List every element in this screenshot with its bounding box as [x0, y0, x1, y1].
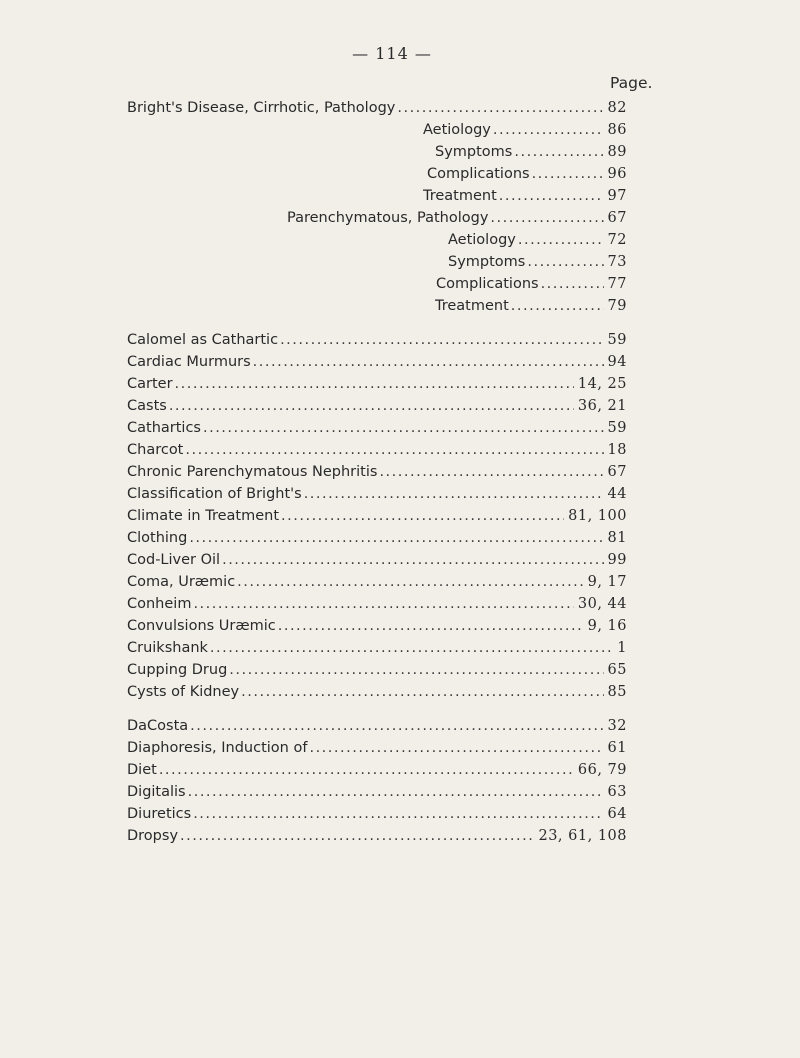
index-list — [0, 97, 800, 847]
index-term: Cod-Liver Oil — [127, 552, 221, 568]
index-pages: 61 — [607, 740, 627, 756]
index-entry — [448, 251, 627, 273]
index-pages: 67 — [607, 210, 627, 226]
index-entry — [423, 119, 627, 141]
index-entry — [435, 295, 627, 317]
index-pages: 94 — [607, 354, 627, 370]
leader-dots — [241, 681, 603, 703]
leader-dots — [253, 351, 604, 373]
leader-dots — [493, 119, 604, 141]
index-entry — [427, 163, 627, 185]
leader-dots — [511, 295, 604, 317]
leader-dots — [190, 715, 603, 737]
index-pages: 36, 21 — [577, 398, 627, 414]
index-pages: 30, 44 — [577, 596, 627, 612]
index-pages: 63 — [607, 784, 627, 800]
index-entry — [127, 825, 627, 847]
index-pages: 96 — [607, 166, 627, 182]
index-pages: 44 — [607, 486, 627, 502]
index-entry — [127, 803, 627, 825]
index-entry — [127, 737, 627, 759]
index-term: Cardiac Murmurs — [127, 354, 251, 370]
index-pages: 59 — [607, 420, 627, 436]
index-term: Carter — [127, 376, 173, 392]
page-column-heading: Page. — [610, 74, 653, 92]
index-term: DaCosta — [127, 718, 189, 734]
index-pages: 1 — [617, 640, 627, 656]
index-term: Treatment — [423, 188, 497, 204]
index-term: Convulsions Uræmic — [127, 618, 276, 634]
index-pages: 18 — [607, 442, 627, 458]
index-pages: 32 — [607, 718, 627, 734]
leader-dots — [169, 395, 574, 417]
index-entry — [127, 373, 627, 395]
index-term: Calomel as Cathartic — [127, 332, 279, 348]
leader-dots — [527, 251, 603, 273]
page-number: — 114 — — [352, 44, 432, 63]
index-entry — [448, 229, 627, 251]
index-pages: 89 — [607, 144, 627, 160]
index-pages: 73 — [607, 254, 627, 270]
index-pages: 9, 16 — [587, 618, 627, 634]
index-entry — [127, 461, 627, 483]
index-entry — [127, 351, 627, 373]
index-pages: 65 — [607, 662, 627, 678]
index-entry — [423, 185, 627, 207]
index-pages: 99 — [607, 552, 627, 568]
index-term: Conheim — [127, 596, 192, 612]
index-pages: 86 — [607, 122, 627, 138]
index-entry — [127, 781, 627, 803]
leader-dots — [281, 505, 564, 527]
leader-dots — [379, 461, 603, 483]
index-pages: 23, 61, 108 — [538, 828, 627, 844]
index-pages: 14, 25 — [577, 376, 627, 392]
index-term: Symptoms — [435, 144, 513, 160]
leader-dots — [280, 329, 603, 351]
leader-dots — [222, 549, 603, 571]
index-term: Aetiology — [448, 232, 516, 248]
leader-dots — [397, 97, 603, 119]
leader-dots — [499, 185, 604, 207]
index-entry — [127, 571, 627, 593]
index-pages: 81 — [607, 530, 627, 546]
index-pages: 9, 17 — [587, 574, 627, 590]
leader-dots — [237, 571, 583, 593]
index-term: Digitalis — [127, 784, 186, 800]
index-entry — [127, 615, 627, 637]
leader-dots — [210, 637, 613, 659]
leader-dots — [532, 163, 604, 185]
index-entry — [127, 549, 627, 571]
leader-dots — [175, 373, 574, 395]
index-pages: 82 — [607, 100, 627, 116]
index-pages: 79 — [607, 298, 627, 314]
index-entry — [127, 417, 627, 439]
index-entry — [127, 395, 627, 417]
leader-dots — [188, 781, 604, 803]
leader-dots — [193, 803, 603, 825]
section-gap — [0, 317, 800, 329]
leader-dots — [180, 825, 534, 847]
index-term: Bright's Disease, Cirrhotic, Pathology — [127, 100, 396, 116]
index-term: Parenchymatous, Pathology — [287, 210, 489, 226]
leader-dots — [514, 141, 603, 163]
index-entry — [127, 637, 627, 659]
index-entry — [127, 505, 627, 527]
leader-dots — [518, 229, 604, 251]
index-term: Aetiology — [423, 122, 491, 138]
index-term: Treatment — [435, 298, 509, 314]
index-term: Cupping Drug — [127, 662, 228, 678]
index-entry — [127, 483, 627, 505]
leader-dots — [304, 483, 604, 505]
index-term: Chronic Parenchymatous Nephritis — [127, 464, 378, 480]
index-entry — [287, 207, 627, 229]
index-pages: 85 — [607, 684, 627, 700]
index-entry — [127, 659, 627, 681]
index-entry — [127, 97, 627, 119]
index-term: Cruikshank — [127, 640, 208, 656]
leader-dots — [159, 759, 574, 781]
index-entry — [127, 527, 627, 549]
index-entry — [436, 273, 627, 295]
leader-dots — [193, 593, 573, 615]
index-term: Complications — [427, 166, 530, 182]
leader-dots — [229, 659, 603, 681]
index-entry — [127, 439, 627, 461]
index-term: Coma, Uræmic — [127, 574, 236, 590]
index-pages: 66, 79 — [577, 762, 627, 778]
index-term: Clothing — [127, 530, 188, 546]
index-term: Cysts of Kidney — [127, 684, 240, 700]
leader-dots — [490, 207, 603, 229]
index-entry — [127, 759, 627, 781]
index-pages: 67 — [607, 464, 627, 480]
leader-dots — [278, 615, 584, 637]
leader-dots — [185, 439, 603, 461]
index-term: Dropsy — [127, 828, 179, 844]
index-term: Classification of Bright's — [127, 486, 302, 502]
index-entry — [127, 593, 627, 615]
index-pages: 97 — [607, 188, 627, 204]
leader-dots — [541, 273, 604, 295]
index-term: Complications — [436, 276, 539, 292]
index-entry — [127, 715, 627, 737]
index-entry — [435, 141, 627, 163]
index-term: Diaphoresis, Induction of — [127, 740, 308, 756]
index-term: Climate in Treatment — [127, 508, 280, 524]
index-pages: 77 — [607, 276, 627, 292]
index-term: Cathartics — [127, 420, 201, 436]
index-pages: 59 — [607, 332, 627, 348]
index-term: Symptoms — [448, 254, 526, 270]
index-term: Charcot — [127, 442, 184, 458]
leader-dots — [203, 417, 604, 439]
index-term: Casts — [127, 398, 167, 414]
leader-dots — [309, 737, 603, 759]
index-pages: 64 — [607, 806, 627, 822]
index-entry — [127, 681, 627, 703]
index-term: Diuretics — [127, 806, 192, 822]
index-pages: 81, 100 — [568, 508, 627, 524]
index-pages: 72 — [607, 232, 627, 248]
leader-dots — [189, 527, 603, 549]
section-gap — [0, 703, 800, 715]
index-entry — [127, 329, 627, 351]
index-term: Diet — [127, 762, 157, 778]
